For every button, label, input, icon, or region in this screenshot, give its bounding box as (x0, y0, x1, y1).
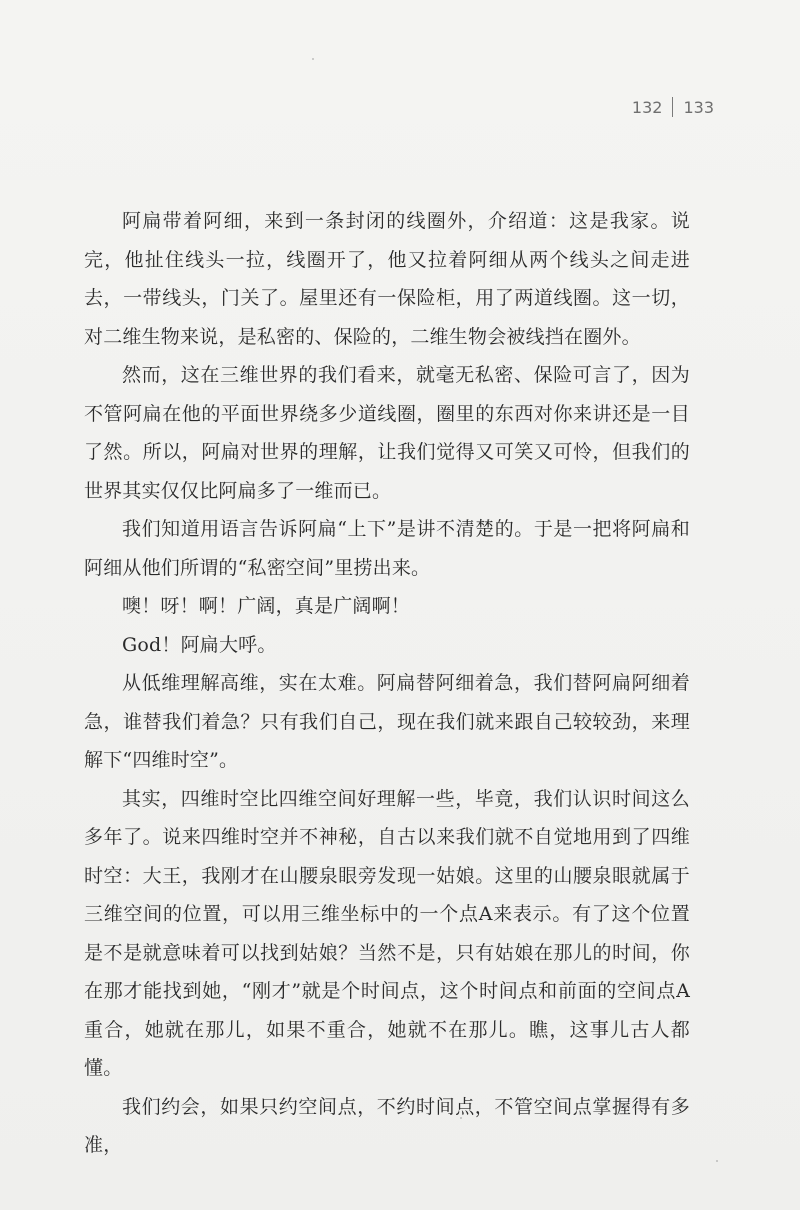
paragraph: 然而，这在三维世界的我们看来，就毫无私密、保险可言了，因为不管阿扁在他的平面世界绕多少道线圈，圈里的东西对你来讲还是一目了然。所以，阿扁对世界的理解，让我们觉得又可笑又可怜，但我们的世界其实仅仅比阿扁多了一维而已。 (84, 364, 690, 502)
paragraph: 噢！呀！啊！广阔，真是广阔啊！ (122, 595, 411, 617)
paragraph: 从低维理解高维，实在太难。阿扁替阿细着急，我们替阿扁阿细着急，谁替我们着急？只有我们自己，现在我们就来跟自己较较劲，来理解下“四维时空”。 (84, 672, 690, 771)
scan-speck (312, 58, 314, 60)
scan-speck (460, 1117, 462, 1119)
page-number-separator (672, 97, 673, 117)
paragraph: 我们知道用语言告诉阿扁“上下”是讲不清楚的。于是一把将阿扁和阿细从他们所谓的“私密空间”里捞出来。 (84, 518, 690, 579)
paragraph: 阿扁带着阿细，来到一条封闭的线圈外，介绍道：这是我家。说完，他扯住线头一拉，线圈开了，他又拉着阿细从两个线头之间走进去，一带线头，门关了。屋里还有一保险柜，用了两道线圈。这一切，对二维生物来说，是私密的、保险的，二维生物会被线挡在圈外。 (84, 210, 690, 348)
page-number-left: 132 (631, 97, 663, 117)
paragraph: God！阿扁大呼。 (122, 633, 277, 656)
body-text (84, 202, 690, 1165)
page-number-right: 133 (683, 97, 714, 117)
scan-speck (716, 1160, 718, 1162)
paragraph: 我们约会，如果只约空间点，不约时间点，不管空间点掌握得有多准， (84, 1095, 690, 1156)
page-numbers (632, 97, 714, 117)
paragraph: 其实，四维时空比四维空间好理解一些，毕竟，我们认识时间这么多年了。说来四维时空并不神秘，自古以来我们就不自觉地用到了四维时空：大王，我刚才在山腰泉眼旁发现一姑娘。这里的山腰泉眼就属于三维空间的位置，可以用三维坐标中的一个点A来表示。有了这个位置是不是就意味着可以找到姑娘？当然不是，只有姑娘在那儿的时间，你在那才能找到她，“刚才”就是个时间点，这个时间点和前面的空间点A重合，她就在那儿，如果不重合，她就不在那儿。瞧，这事儿古人都懂。 (84, 787, 690, 1079)
